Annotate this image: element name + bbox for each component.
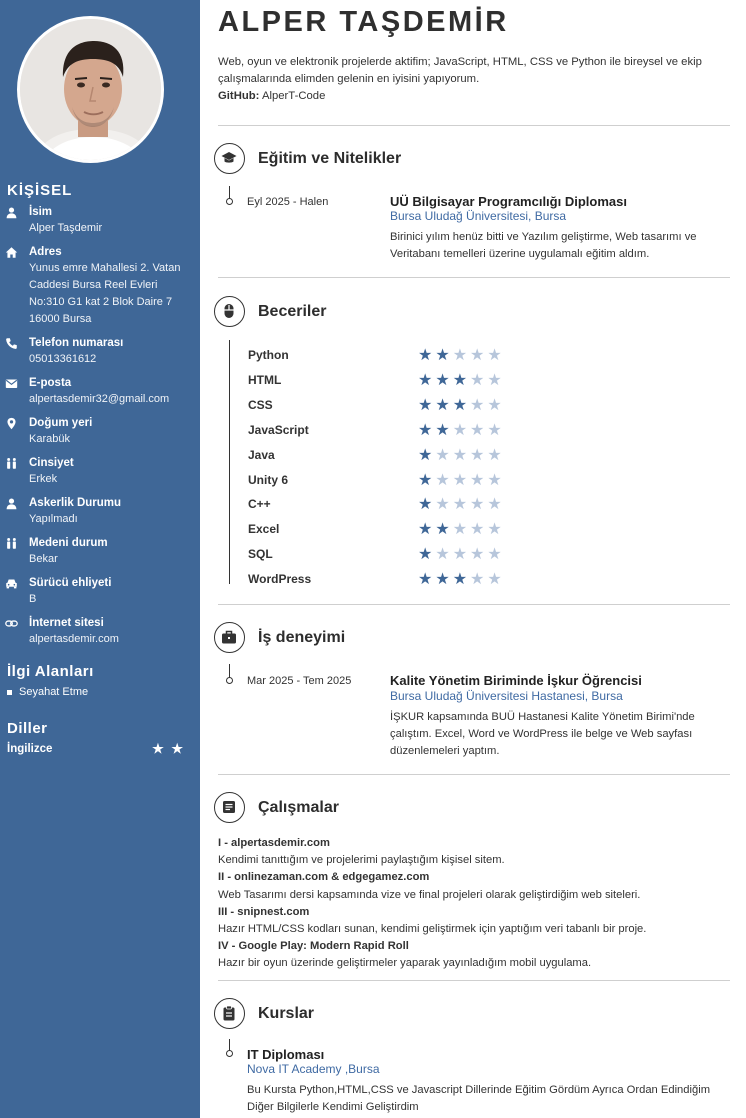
personal-value: alpertasdemir32@gmail.com xyxy=(29,393,170,405)
star-filled-icon: ★ xyxy=(418,521,436,539)
work-desc: Hazır HTML/CSS kodları sunan, kendimi geliştirmek için yaptığım veri tabanlı bir proje. xyxy=(218,923,647,936)
skill-row xyxy=(248,495,548,515)
skill-rating-stars xyxy=(418,345,505,365)
star-empty-icon: ★ xyxy=(435,546,453,564)
skill-rating-stars xyxy=(418,370,505,390)
divider xyxy=(218,277,730,278)
star-filled-icon: ★ xyxy=(452,571,471,589)
skill-rating-stars xyxy=(418,544,505,564)
interest-item xyxy=(7,686,88,698)
skill-name: HTML xyxy=(248,372,282,387)
personal-label: Adres xyxy=(29,246,62,258)
intro-paragraph: Web, oyun ve elektronik projelerde aktifim; JavaScript, HTML, CSS ve Python ile bireysel ve ekip çalışmalarında elimden gelenin en iyisini yapıyorum. xyxy=(218,56,702,85)
star-empty-icon: ★ xyxy=(452,421,471,439)
star-empty-icon: ★ xyxy=(452,347,471,364)
skill-row xyxy=(248,570,548,590)
star-empty-icon: ★ xyxy=(452,471,471,489)
education-date: Eyl 2025 - Halen xyxy=(247,196,329,208)
experience-desc: İŞKUR kapsamında BUÜ Hastanesi Kalite Yönetim Birimi'nde çalıştım. Excel, Word ve WordPress ile belge ve Web sayfası düzenlemeleri yaptım. xyxy=(390,711,695,757)
location-pin-icon xyxy=(5,417,18,430)
personal-item-email xyxy=(0,376,200,408)
skill-name: CSS xyxy=(248,397,273,412)
timeline-line xyxy=(229,664,230,678)
personal-value: Karabük xyxy=(29,433,70,445)
divider xyxy=(218,980,730,981)
courses-heading: Kurslar xyxy=(258,1005,315,1022)
personal-item-gender xyxy=(0,456,200,488)
work-desc: Hazır bir oyun üzerinde geliştirmeler yaparak yayınladığım mobil uygulama. xyxy=(218,957,592,970)
skill-row xyxy=(248,396,548,416)
personal-label: Sürücü ehliyeti xyxy=(29,577,112,589)
skill-rating-stars xyxy=(418,395,505,415)
star-filled-icon: ★ xyxy=(418,546,436,564)
skill-name: C++ xyxy=(248,497,271,512)
personal-item-military xyxy=(0,496,200,528)
star-filled-icon: ★ xyxy=(435,521,453,539)
star-empty-icon: ★ xyxy=(470,421,488,439)
star-filled-icon: ★ xyxy=(418,496,436,514)
star-empty-icon: ★ xyxy=(435,496,453,514)
skill-rating-stars xyxy=(418,569,505,589)
timeline-dot xyxy=(226,677,233,684)
star-empty-icon: ★ xyxy=(452,446,471,464)
personal-value: B xyxy=(29,593,37,605)
skills-heading: Beceriler xyxy=(258,303,327,320)
star-filled-icon: ★ xyxy=(418,571,436,589)
people-icon xyxy=(5,537,18,550)
personal-item-license xyxy=(0,576,200,608)
github-label: GitHub: xyxy=(218,90,260,102)
divider xyxy=(218,774,730,775)
work-desc: Web Tasarımı dersi kapsamında vize ve final projeleri olarak geliştirdiğim web siteleri. xyxy=(218,888,641,901)
skill-row xyxy=(248,446,548,466)
language-item xyxy=(7,743,193,755)
skill-name: Java xyxy=(248,447,275,462)
star-filled-icon: ★ xyxy=(418,396,436,414)
education-desc: Birinici yılım henüz bitti ve Yazılım geliştirme, Web tasarımı ve Veritabanı temelleri üzerine uygulamalı eğitim aldım. xyxy=(390,231,697,260)
skill-row xyxy=(248,545,548,565)
personal-heading: KİŞİSEL xyxy=(7,182,73,199)
star-empty-icon: ★ xyxy=(452,521,471,539)
skill-name: SQL xyxy=(248,547,273,562)
graduation-cap-icon xyxy=(214,143,245,174)
star-empty-icon: ★ xyxy=(487,347,505,364)
divider xyxy=(218,125,730,126)
star-empty-icon: ★ xyxy=(470,347,488,364)
skill-row xyxy=(248,471,548,491)
sidebar xyxy=(0,0,200,1118)
page-title: ALPER TAŞDEMİR xyxy=(218,6,509,38)
star-empty-icon: ★ xyxy=(470,446,488,464)
skill-rating-stars xyxy=(418,420,505,440)
star-filled-icon: ★ xyxy=(435,421,453,439)
work-title: I - alpertasdemir.com xyxy=(218,837,330,849)
star-empty-icon: ★ xyxy=(487,546,505,564)
bullet-icon xyxy=(7,690,12,695)
work-title: IV - Google Play: Modern Rapid Roll xyxy=(218,940,409,953)
skill-rating-stars xyxy=(418,445,505,465)
star-empty-icon: ★ xyxy=(487,421,505,439)
car-icon xyxy=(5,577,18,590)
personal-item-address xyxy=(0,245,200,328)
star-empty-icon: ★ xyxy=(470,546,488,564)
star-empty-icon: ★ xyxy=(487,371,505,389)
star-empty-icon: ★ xyxy=(470,371,488,389)
personal-label: Askerlik Durumu xyxy=(29,497,122,509)
interests-heading: İlgi Alanları xyxy=(7,663,94,680)
star-filled-icon: ★ xyxy=(435,396,453,414)
experience-title: Kalite Yönetim Biriminde İşkur Öğrencisi xyxy=(390,673,642,688)
star-empty-icon: ★ xyxy=(470,571,488,589)
skill-name: WordPress xyxy=(248,572,312,587)
skill-rating-stars xyxy=(418,519,505,539)
language-name: İngilizce xyxy=(7,743,53,755)
star-empty-icon: ★ xyxy=(487,571,505,589)
skill-name: Unity 6 xyxy=(248,472,289,487)
star-empty-icon: ★ xyxy=(452,546,471,564)
star-empty-icon: ★ xyxy=(470,521,488,539)
star-empty-icon: ★ xyxy=(487,496,505,514)
timeline-dot xyxy=(226,198,233,205)
skill-name: Python xyxy=(248,348,289,362)
personal-label: Telefon numarası xyxy=(29,337,124,349)
star-filled-icon: ★ xyxy=(452,396,471,414)
star-empty-icon: ★ xyxy=(470,496,488,514)
works-list xyxy=(218,835,730,973)
languages-heading: Diller xyxy=(7,720,48,737)
skill-name: JavaScript xyxy=(248,422,309,437)
experience-heading: İş deneyimi xyxy=(258,629,346,646)
skill-rating-stars xyxy=(418,470,505,490)
personal-value: 05013361612 xyxy=(29,353,97,365)
experience-date: Mar 2025 - Tem 2025 xyxy=(247,675,352,687)
clipboard-icon xyxy=(214,998,245,1029)
person-icon xyxy=(5,206,18,219)
timeline-line xyxy=(229,340,230,584)
people-icon xyxy=(5,457,18,470)
work-desc: Kendimi tanıttığım ve projelerimi paylaştığım kişisel sitem. xyxy=(218,854,505,867)
star-empty-icon: ★ xyxy=(435,446,453,464)
personal-label: Cinsiyet xyxy=(29,457,74,469)
personal-item-phone xyxy=(0,336,200,368)
star-filled-icon: ★ xyxy=(418,421,436,439)
profile-photo-image xyxy=(20,19,164,163)
star-empty-icon: ★ xyxy=(470,471,488,489)
work-title: III - snipnest.com xyxy=(218,905,310,918)
link-icon xyxy=(5,617,18,630)
star-filled-icon: ★ xyxy=(435,347,453,364)
personal-value: Yapılmadı xyxy=(29,513,78,525)
star-filled-icon: ★ xyxy=(435,371,453,389)
skill-name: Excel xyxy=(248,522,280,537)
document-lines-icon xyxy=(214,792,245,823)
education-heading: Eğitim ve Nitelikler xyxy=(258,150,402,167)
star-filled-icon: ★ xyxy=(418,371,436,389)
work-title: II - onlinezaman.com & edgegamez.com xyxy=(218,871,430,884)
star-empty-icon: ★ xyxy=(487,471,505,489)
star-filled-icon: ★ xyxy=(435,571,453,589)
divider xyxy=(218,604,730,605)
personal-label: E-posta xyxy=(29,377,72,389)
course-title: IT Diploması xyxy=(247,1047,325,1062)
works-heading: Çalışmalar xyxy=(258,799,339,816)
personal-item-marital xyxy=(0,536,200,568)
star-empty-icon: ★ xyxy=(452,496,471,514)
interest-label: Seyahat Etme xyxy=(19,686,89,698)
personal-label: İnternet sitesi xyxy=(29,617,104,629)
briefcase-icon xyxy=(214,622,245,653)
personal-value: Bekar xyxy=(29,553,58,565)
mouse-icon xyxy=(214,296,245,327)
skill-row xyxy=(248,520,548,540)
star-empty-icon: ★ xyxy=(470,396,488,414)
profile-photo xyxy=(17,16,164,163)
personal-item-name xyxy=(0,205,200,237)
star-empty-icon: ★ xyxy=(435,471,453,489)
education-org: Bursa Uludağ Üniversitesi, Bursa xyxy=(390,209,567,223)
star-filled-icon: ★ xyxy=(418,347,436,364)
personal-label: Medeni durum xyxy=(29,537,108,549)
timeline-dot xyxy=(226,1050,233,1057)
skill-row xyxy=(248,346,548,366)
personal-value: Alper Taşdemir xyxy=(29,222,103,234)
github-value[interactable]: AlperT-Code xyxy=(261,90,326,102)
star-filled-icon: ★ xyxy=(418,446,436,464)
star-filled-icon: ★ xyxy=(452,371,471,389)
home-icon xyxy=(5,246,18,259)
star-empty-icon: ★ xyxy=(487,521,505,539)
skill-rating-stars xyxy=(418,494,505,514)
mail-icon xyxy=(5,377,18,390)
personal-item-birthplace xyxy=(0,416,200,448)
star-empty-icon: ★ xyxy=(487,396,505,414)
personal-item-website[interactable] xyxy=(0,616,200,648)
course-desc: Bu Kursta Python,HTML,CSS ve Javascript Dillerinde Eğitim Gördüm Ayrıca Ordan Edindiğim Diğer Bilgilerle Kendimi Geliştirdim xyxy=(247,1084,711,1113)
person-icon xyxy=(5,497,18,510)
language-stars: ★ ★ xyxy=(152,741,185,756)
star-filled-icon: ★ xyxy=(418,471,436,489)
skill-row xyxy=(248,421,548,441)
phone-icon xyxy=(5,337,18,350)
personal-info-list xyxy=(0,205,200,656)
intro-text xyxy=(218,54,730,105)
star-empty-icon: ★ xyxy=(487,446,505,464)
personal-value: Yunus emre Mahallesi 2. Vatan Caddesi Bursa Reel Evleri No:310 G1 kat 2 Blok Daire 7 16000 Bursa xyxy=(29,262,181,325)
website-link[interactable]: alpertasdemir.com xyxy=(29,633,119,645)
education-title: UÜ Bilgisayar Programcılığı Diploması xyxy=(390,194,627,209)
course-org: Nova IT Academy ,Bursa xyxy=(247,1062,380,1076)
personal-value: Erkek xyxy=(29,473,58,485)
personal-label: İsim xyxy=(29,206,53,218)
experience-org: Bursa Uludağ Üniversitesi Hastanesi, Bursa xyxy=(390,689,623,703)
personal-label: Doğum yeri xyxy=(29,417,93,429)
skill-row xyxy=(248,371,548,391)
